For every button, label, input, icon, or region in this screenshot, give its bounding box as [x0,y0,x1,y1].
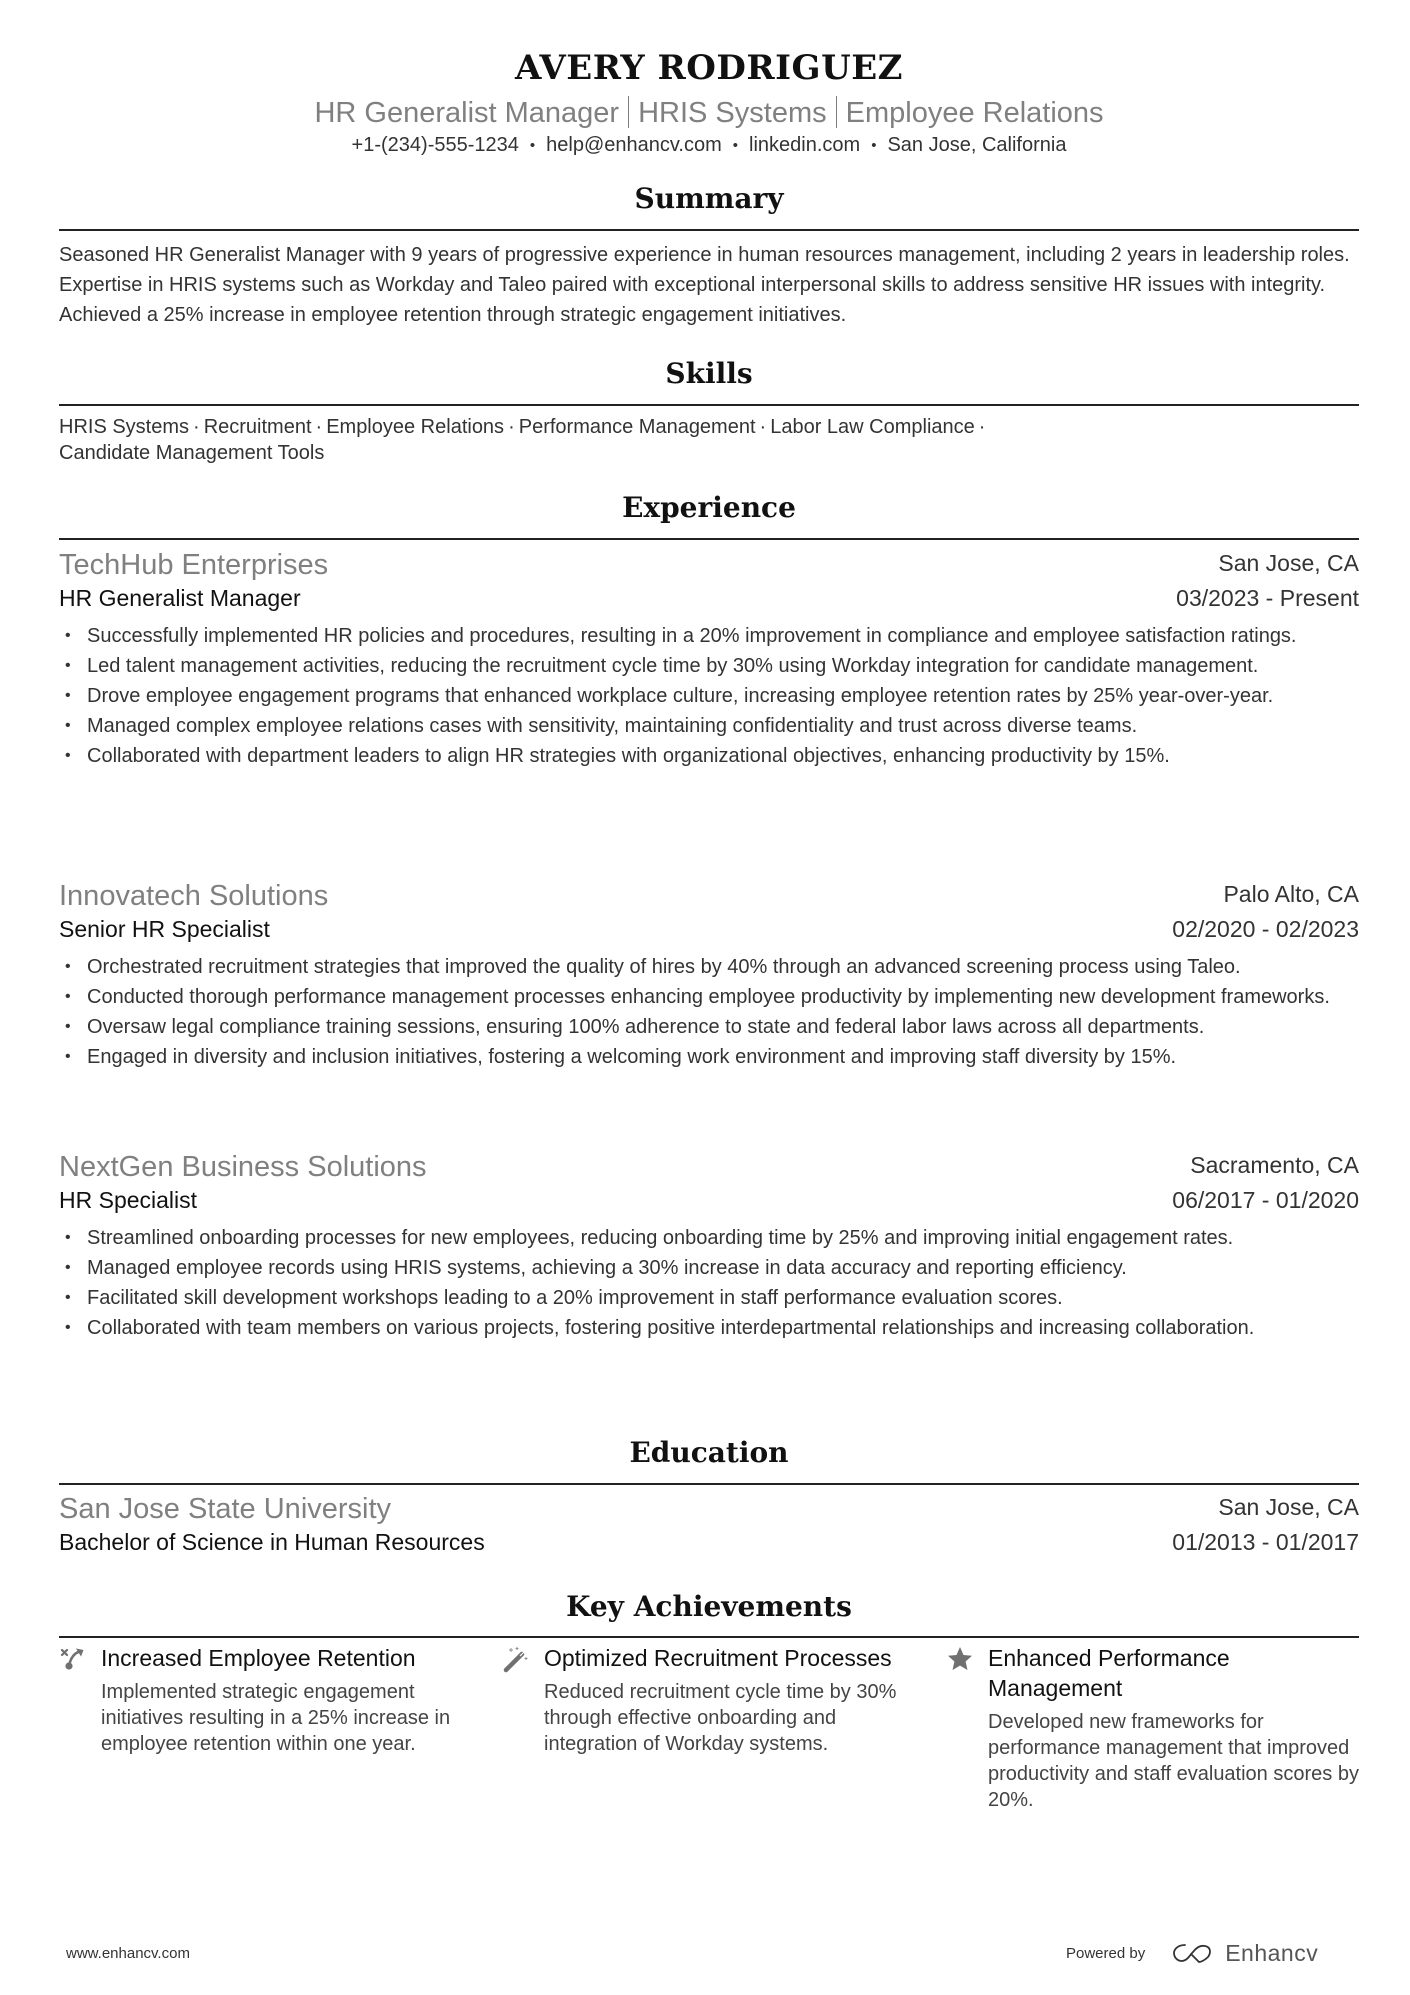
contact-separator: • [871,137,877,154]
headline-divider [836,96,837,128]
job-title: Senior HR Specialist [59,916,270,942]
section-title-experience: Experience [622,491,796,524]
bullet-item: • Oversaw legal compliance training sessions, ensuring 100% adherence to state and federal labor laws across all departments. [65,1016,1205,1038]
job-dates: 06/2017 - 01/2020 [1172,1187,1359,1213]
magic-wand-icon [502,1645,530,1673]
skill-separator: · [978,416,986,438]
achievement-title: Increased Employee Retention [101,1645,416,1671]
section-divider [59,229,1359,231]
phone[interactable]: +1-(234)-555-1234 [351,134,519,156]
job-title: HR Specialist [59,1187,198,1213]
experience-entry [59,878,1359,1072]
section-divider [59,538,1359,540]
bullet-item: • Collaborated with team members on various projects, fostering positive interdepartmental relationships and increasing collaboration. [65,1317,1255,1339]
achievement-item [946,1643,1366,1813]
powered-by-label: Powered by [1066,1944,1146,1962]
powered-by-badge[interactable] [1066,1938,1318,1968]
contact-separator: • [732,137,739,154]
school-name: San Jose State University [59,1493,392,1525]
bullet-item: • Managed complex employee relations cases with sensitivity, maintaining confidentiality and trust across diverse teams. [65,715,1138,737]
location: San Jose, California [887,134,1067,156]
email-link[interactable]: help@enhancv.com [546,134,722,156]
headline-part: HR Generalist Manager [314,97,620,129]
star-icon [946,1645,974,1673]
skill-separator: · [315,416,323,438]
skill-item: Performance Management [518,416,756,438]
bullet-item: • Led talent management activities, reducing the recruitment cycle time by 30% using Workday integration for candidate management. [65,655,1259,677]
section-title-education: Education [629,1436,789,1469]
job-title: HR Generalist Manager [59,585,301,611]
job-bullets [59,621,1359,771]
skill-separator: · [193,416,200,438]
skill-item: Recruitment [203,416,312,438]
contact-line [59,134,1359,157]
skill-item: Candidate Management Tools [59,442,325,464]
company-name: Innovatech Solutions [59,880,329,912]
footer-website-link[interactable]: www.enhancv.com [66,1945,190,1962]
job-bullets [59,1223,1359,1343]
achievement-description: Reduced recruitment cycle time by 30% through effective onboarding and integration of Workday systems. [544,1681,897,1755]
skill-item: HRIS Systems [59,416,190,438]
school-location: San Jose, CA [1218,1494,1359,1520]
section-divider [59,404,1359,406]
job-location: San Jose, CA [1218,550,1359,576]
bullet-item: • Successfully implemented HR policies and procedures, resulting in a 20% improvement in compliance and employee satisfaction ratings. [65,625,1297,647]
education-entry [59,1491,1359,1557]
company-name: TechHub Enterprises [59,549,329,581]
skill-separator: · [508,416,515,438]
bullet-item: • Drove employee engagement programs that enhanced workplace culture, increasing employee retention rates by 25% year-over-year. [65,685,1274,707]
section-divider [59,1636,1359,1638]
company-name: NextGen Business Solutions [59,1151,427,1183]
skills-list [59,414,1359,466]
job-dates: 03/2023 - Present [1176,585,1359,611]
experience-entry [59,1149,1359,1343]
section-title-achievements: Key Achievements [566,1590,852,1623]
job-location: Sacramento, CA [1190,1152,1359,1178]
bullet-item: • Streamlined onboarding processes for new employees, reducing onboarding time by 25% and improving initial engagement rates. [65,1227,1234,1249]
achievement-title: Optimized Recruitment Processes [544,1645,892,1671]
enhancv-brand: Enhancv [1225,1939,1319,1966]
achievement-description: Implemented strategic engagement initiatives resulting in a 25% increase in employee retention within one year. [101,1681,451,1755]
achievement-title: Enhanced Performance Management [988,1645,1230,1701]
degree: Bachelor of Science in Human Resources [59,1529,485,1555]
candidate-name: AVERY RODRIGUEZ [515,48,903,88]
skill-item: Labor Law Compliance [770,416,975,438]
section-title-skills: Skills [665,357,753,390]
bullet-item: • Conducted thorough performance management processes enhancing employee productivity by implementing new development frameworks. [65,986,1330,1008]
section-divider [59,1483,1359,1485]
linkedin-link[interactable]: linkedin.com [749,134,861,156]
headline [59,96,1359,130]
section-title-summary: Summary [634,182,784,215]
achievement-item [502,1643,922,1757]
skill-separator: · [759,416,767,438]
achievement-description: Developed new frameworks for performance management that improved productivity and staff evaluation scores by 20%. [988,1711,1359,1811]
contact-separator: • [529,137,536,154]
summary-text: Seasoned HR Generalist Manager with 9 years of progressive experience in human resources management, including 2 years in leadership roles. Expertise in HRIS systems such as Workday and Taleo paired with exceptional interpersonal skills to address sensitive HR issues with integrity. Achieved a 25% increase in employee retention through strategic engagement initiatives. [59,244,1350,326]
bullet-item: • Engaged in diversity and inclusion initiatives, fostering a welcoming work environment and improving staff diversity by 15%. [65,1046,1177,1068]
achievement-item [59,1643,479,1757]
job-dates: 02/2020 - 02/2023 [1172,916,1359,942]
enhancv-logo-icon [1171,1941,1217,1965]
skill-item: Employee Relations [326,416,505,438]
education-dates: 01/2013 - 01/2017 [1172,1529,1359,1555]
job-location: Palo Alto, CA [1223,881,1359,907]
headline-part: HRIS Systems [638,97,827,129]
bullet-item: • Managed employee records using HRIS systems, achieving a 30% increase in data accuracy and reporting efficiency. [65,1257,1127,1279]
job-bullets [59,952,1359,1072]
headline-part: Employee Relations [845,97,1104,129]
headline-divider [628,96,629,128]
experience-entry [59,547,1359,771]
bullet-item: • Orchestrated recruitment strategies that improved the quality of hires by 40% through an advanced screening process using Taleo. [65,956,1241,978]
bullet-item: • Collaborated with department leaders to align HR strategies with organizational objectives, enhancing productivity by 15%. [65,745,1170,767]
route-icon [59,1645,87,1673]
bullet-item: • Facilitated skill development workshops leading to a 20% improvement in staff performance evaluation scores. [65,1287,1063,1309]
